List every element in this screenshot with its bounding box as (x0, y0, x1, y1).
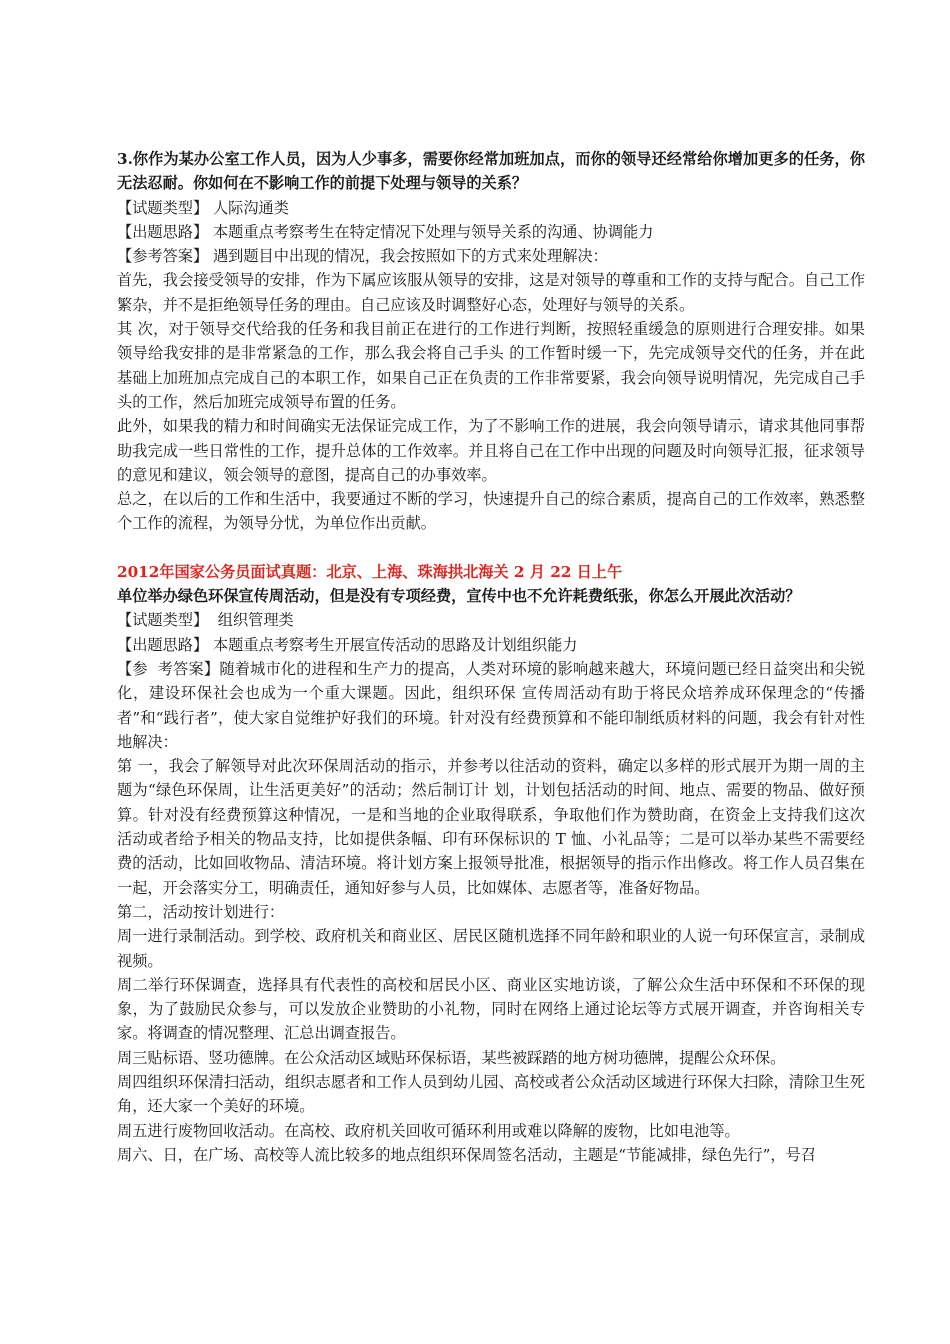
q4-paragraph: 第 一，我会了解领导对此次环保周活动的指示，并参考以往活动的资料，确定以多样的形式展开为期一周的主题为“绿色环保周，让生活更美好”的活动；然后制订计 划，计划包括活动的时间、地点、需要的物品、做好预算。针对没有经费预算这种情况，一是和当地的企业取得联系，争取他们作为赞助商，在资金上支持我们这次 活动或者给予相关的物品支持，比如提供条幅、印有环保标识的 T 恤、小礼品等；二是可以举办某些不需要经费的活动，比如回收物品、清洁环境。将计划方案上报领导批准，根据领导的指示作出修改。将工作人员召集在一起，开会落实分工，明确责任，通知好参与人员，比如媒体、志愿者等，准备好物品。 (117, 757, 865, 897)
q4-paragraph: 周五进行废物回收活动。在高校、政府机关回收可循环利用或难以降解的废物，比如电池等。 (117, 1121, 740, 1140)
q4-idea-line (117, 633, 865, 657)
question-3-title: 3.你作为某办公室工作人员，因为人少事多，需要你经常加班加点，而你的领导还经常给你增加更多的任务，你无法忍耐。你如何在不影响工作的前提下处理与领导的关系？ (117, 150, 865, 193)
q4-paragraph: 周二举行环保调查，选择具有代表性的高校和居民小区、商业区实地访谈，了解公众生活中环保和不环保的现象，为了鼓励民众参与，可以发放企业赞助的小礼物，同时在网络上通过论坛等方式展开调查，并咨询相关专家。将调查的情况整理、汇总出调查报告。 (117, 975, 865, 1043)
q4-paragraph: 周一进行录制活动。到学校、政府机关和商业区、居民区随机选择不同年龄和职业的人说一句环保宣言，录制成视频。 (117, 927, 865, 970)
q4-type-label: 【试题类型】 (117, 611, 209, 630)
q3-paragraph: 总之，在以后的工作和生活中，我要通过不断的学习，快速提升自己的综合素质，提高自己的工作效率，熟悉整个工作的流程，为领导分忧，为单位作出贡献。 (117, 490, 865, 533)
question-4-title: 单位举办绿色环保宣传周活动，但是没有专项经费，宣传中也不允许耗费纸张，你怎么开展此次活动？ (117, 587, 801, 606)
q4-paragraph: 周三贴标语、竖功德牌。在公众活动区域贴环保标语，某些被踩踏的地方树功德牌，提醒公众环保。 (117, 1048, 786, 1067)
q3-paragraph: 其 次，对于领导交代给我的任务和我目前正在进行的工作进行判断，按照轻重缓急的原则进行合理安排。如果领导给我安排的是非常紧急的工作，那么我会将自己手头 的工作暂时缓一下，先完成领导交代的任务，并在此基础上加班加点完成自己的本职工作，如果自己正在负责的工作非常要紧，我会向领导说明情况，先完成自己手 头的工作，然后加班完成领导布置的任务。 (117, 320, 865, 411)
q3-type-line (117, 196, 865, 220)
q4-answer-line (117, 657, 865, 754)
q3-answer-intro: 遇到题目中出现的情况，我会按照如下的方式来处理解决： (208, 247, 608, 266)
q3-answer-line (117, 244, 865, 268)
q3-type-value: 人际沟通类 (208, 198, 289, 217)
q4-answer-intro: 随着城市化的进程和生产力的提高，人类对环境的影响越来越大，环境问题已经日益突出和尖锐化，建设环保社会也成为一个重大课题。因此，组织环保 宣传周活动有助于将民众培养成环保理念的“传播者”和“践行者”，使大家自觉维护好我们的环境。针对没有经费预算和不能印制纸质材料的问题，我会有针对性 地解决： (117, 659, 866, 751)
q3-idea-label: 【出题思路】 (117, 222, 209, 241)
document-page (117, 147, 865, 1167)
q4-idea-label: 【出题思路】 (117, 635, 209, 654)
q4-paragraph: 第二，活动按计划进行： (117, 902, 285, 921)
q4-idea-value: 本题重点考察考生开展宣传活动的思路及计划组织能力 (208, 635, 578, 654)
q3-idea-value: 本题重点考察考生在特定情况下处理与领导关系的沟通、协调能力 (208, 222, 654, 241)
section-heading: 2012年国家公务员面试真题：北京、上海、珠海拱北海关 2 月 22 日上午 (117, 562, 623, 581)
q3-type-label: 【试题类型】 (117, 198, 209, 217)
q4-paragraph: 周四组织环保清扫活动，组织志愿者和工作人员到幼儿园、高校或者公众活动区域进行环保大扫除，清除卫生死角，还大家一个美好的环境。 (117, 1072, 865, 1116)
q4-paragraph: 周六、日，在广场、高校等人流比较多的地点组织环保周签名活动，主题是“节能减排，绿色先行”，号召 (117, 1145, 816, 1164)
q3-paragraph: 此外，如果我的精力和时间确实无法保证完成工作，为了不影响工作的进展，我会向领导请示，请求其他同事帮助我完成一些日常性的工作，提升总体的工作效率。并且将自己在工作中出现的问题及时向领导汇报，征求领导的意见和建议，领会领导的意图，提高自己的办事效率。 (117, 417, 865, 484)
q4-answer-label: 【参 考答案】 (117, 659, 220, 678)
q3-paragraph: 首先，我会接受领导的安排，作为下属应该服从领导的安排，这是对领导的尊重和工作的支持与配合。自己工作繁杂，并不是拒绝领导任务的理由。自己应该及时调整好心态，处理好与领导的关系。 (117, 271, 865, 314)
q3-answer-label: 【参考答案】 (117, 247, 209, 266)
q4-type-value: 组织管理类 (208, 611, 294, 630)
section-gap (117, 536, 865, 560)
q4-type-line (117, 608, 865, 632)
q3-idea-line (117, 220, 865, 244)
